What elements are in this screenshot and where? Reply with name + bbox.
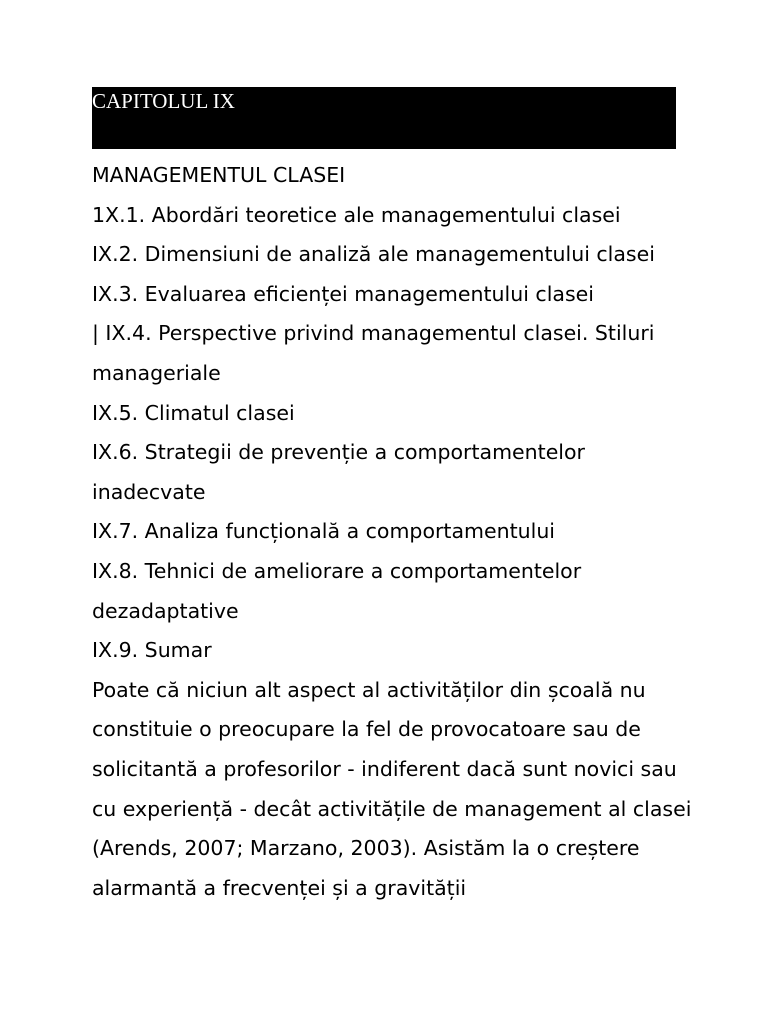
- toc-item-8: IX.8. Tehnici de ameliorare a comportamentelor dezadaptative: [92, 558, 582, 623]
- chapter-title: CAPITOLUL IX: [92, 89, 235, 113]
- section-title: MANAGEMENTUL CLASEI: [92, 163, 346, 187]
- chapter-content: [92, 156, 692, 908]
- body-paragraph: Poate că niciun alt aspect al activităților din școală nu constituie o preocupare la fel de provocatoare sau de solicitantă a profesorilor - indiferent dacă sunt novici sau cu experiență - decât activitățile de management al clasei (Arends, 2007; Marzano, 2003). Asistăm la o creștere alarmantă a frecvenței și a gravității: [92, 677, 692, 900]
- toc-item-3: IX.3. Evaluarea eficienței managementului clasei: [92, 281, 594, 306]
- toc-item-7: IX.7. Analiza funcțională a comportamentului: [92, 519, 556, 544]
- chapter-header-bar: [92, 87, 676, 149]
- toc-item-6: IX.6. Strategii de prevenție a comportamentelor inadecvate: [92, 440, 585, 504]
- toc-item-1: 1X.1. Abordări teoretice ale managementului clasei: [92, 202, 621, 227]
- toc-item-5: IX.5. Climatul clasei: [92, 400, 295, 425]
- toc-item-2: IX.2. Dimensiuni de analiză ale managementului clasei: [92, 242, 655, 267]
- toc-item-9: IX.9. Sumar: [92, 638, 212, 663]
- toc-item-4: | IX.4. Perspective privind managementul clasei. Stiluri manageriale: [92, 321, 655, 385]
